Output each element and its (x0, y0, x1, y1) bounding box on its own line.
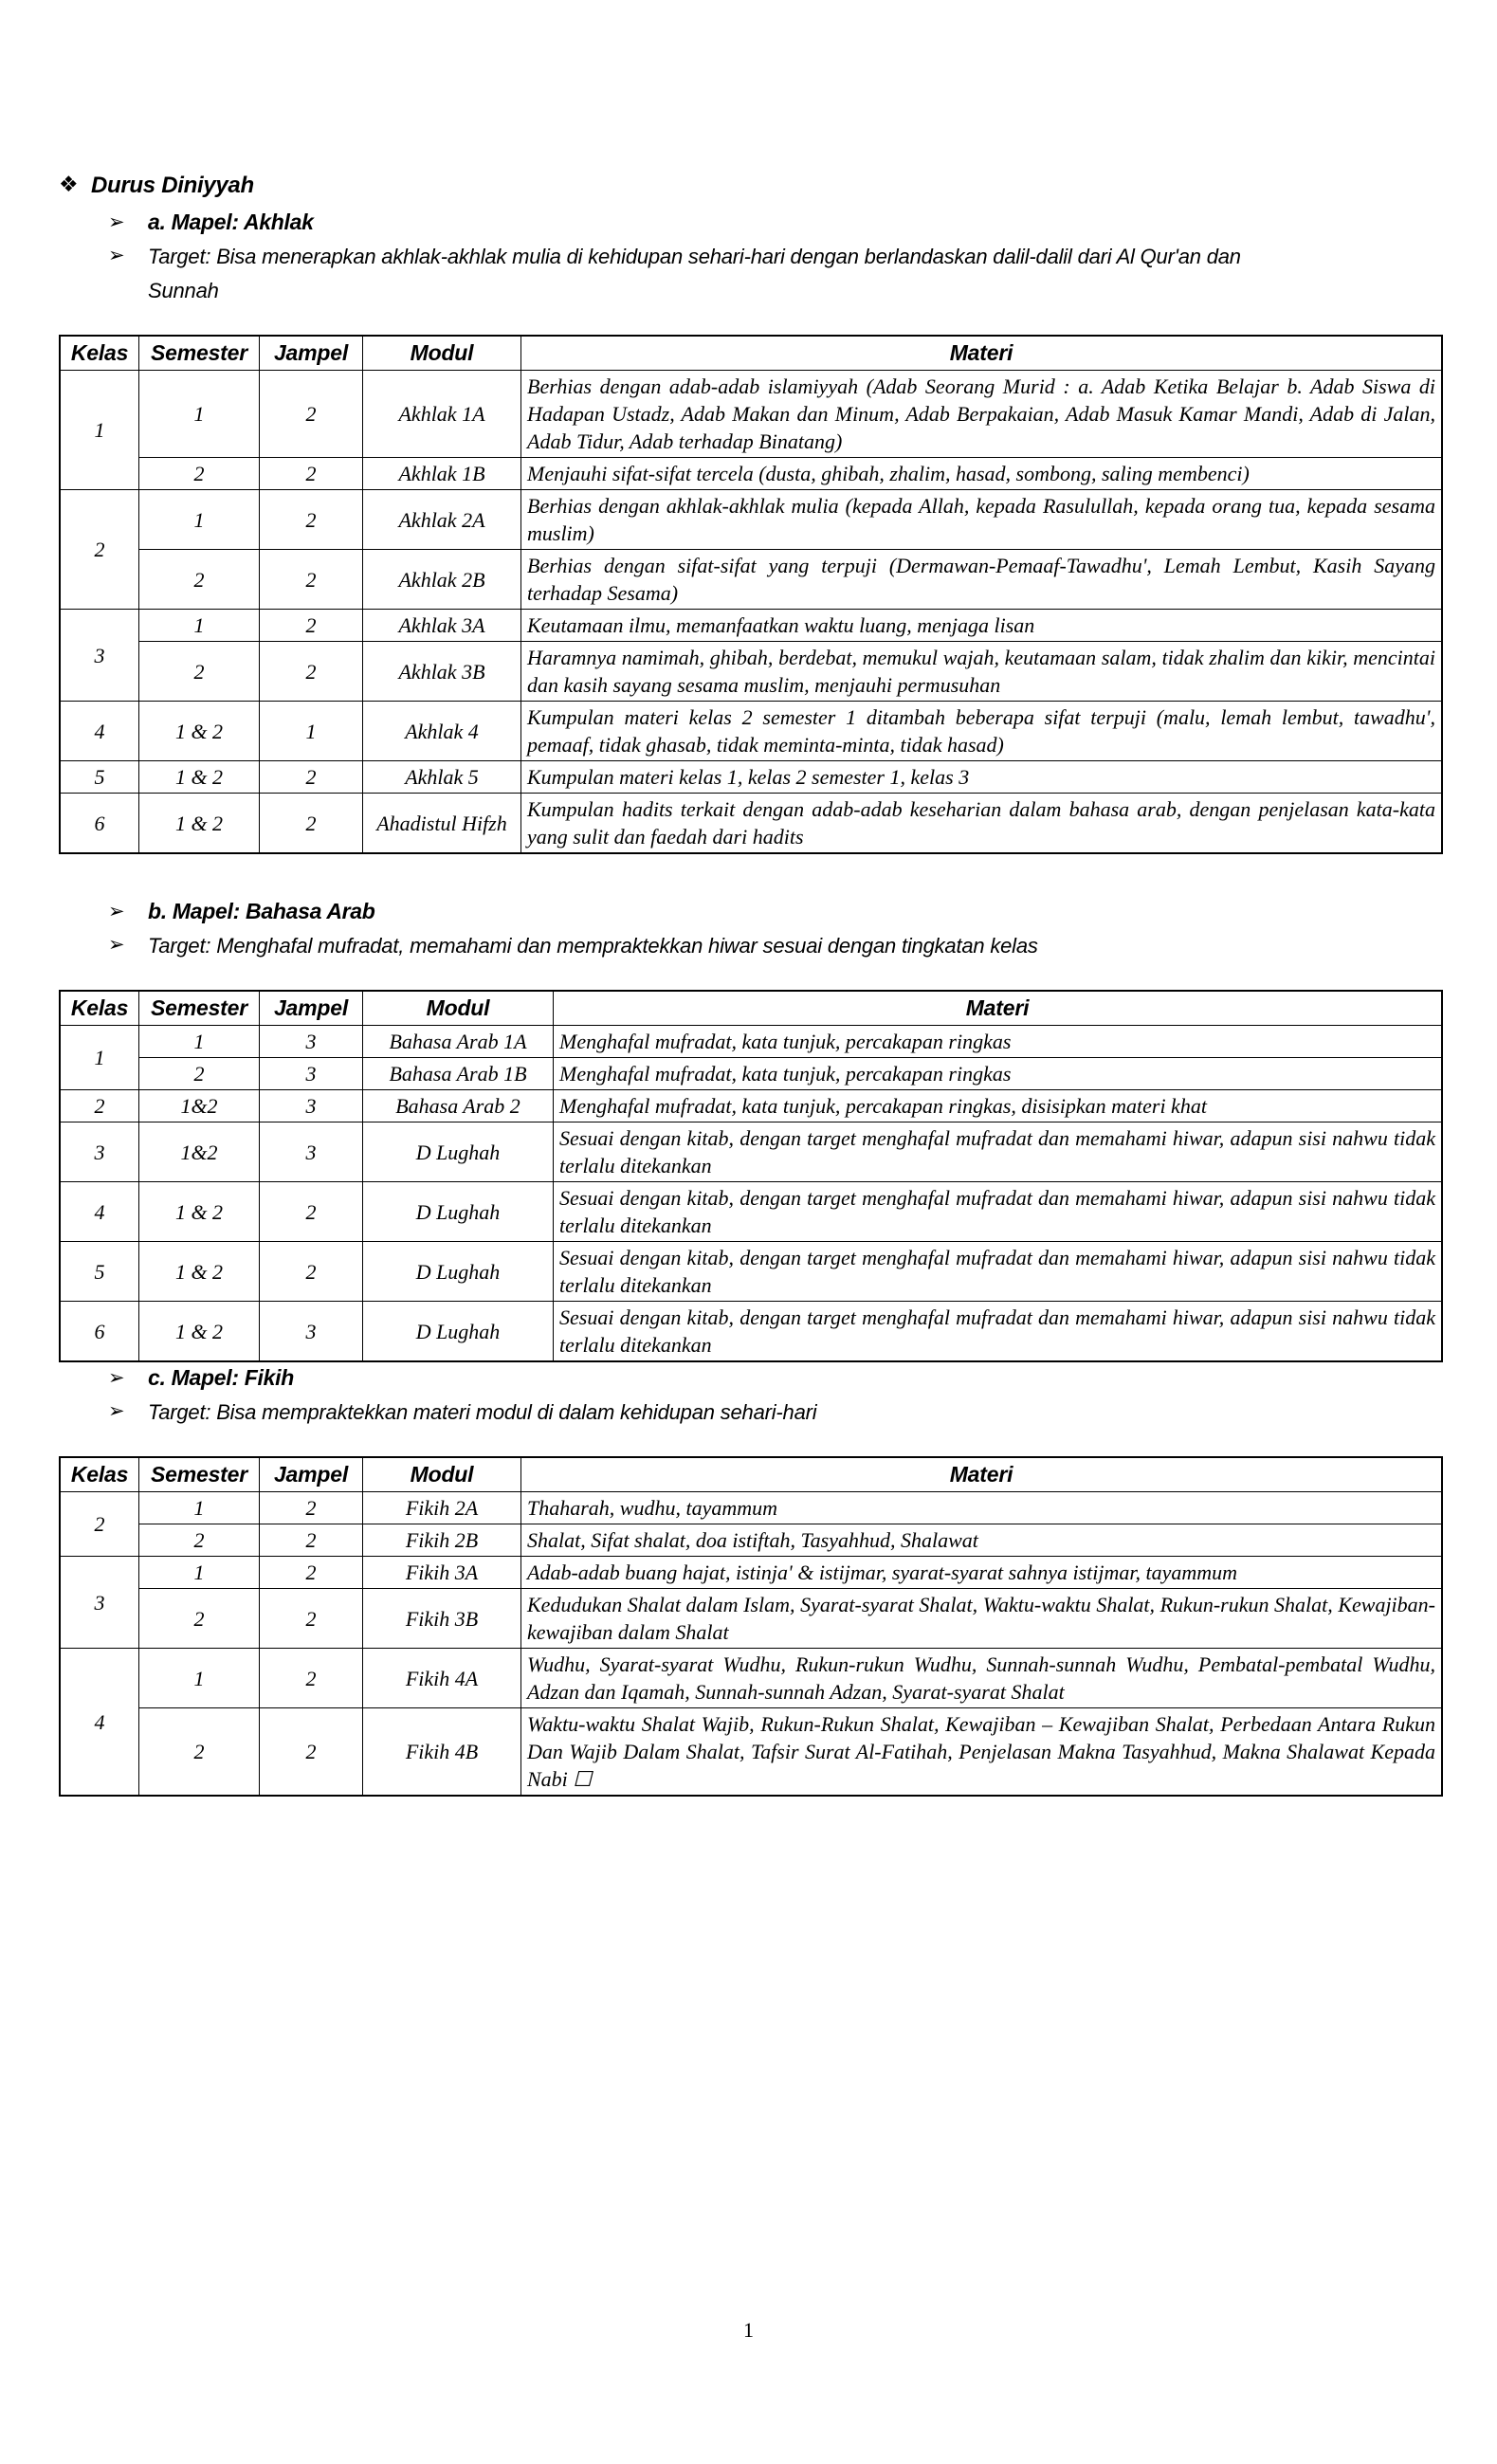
table-row (60, 1557, 1442, 1589)
arrow-bullet-icon: ➢ (108, 933, 125, 956)
cell-kelas: 6 (60, 1302, 139, 1362)
cell-semester: 2 (139, 642, 260, 702)
cell-modul: D Lughah (363, 1122, 554, 1182)
cell-kelas: 1 (60, 1026, 139, 1090)
cell-modul: Ahadistul Hifzh (363, 794, 521, 854)
cell-materi: Thaharah, wudhu, tayammum (521, 1492, 1443, 1524)
cell-semester: 1 (139, 1492, 260, 1524)
cell-kelas: 3 (60, 610, 139, 702)
cell-semester: 2 (139, 1589, 260, 1649)
cell-jampel: 2 (260, 1492, 363, 1524)
page-number: 1 (743, 2318, 754, 2342)
table-row (60, 458, 1442, 490)
column-header-semester: Semester (139, 336, 260, 371)
cell-modul: D Lughah (363, 1302, 554, 1362)
table-row (60, 1122, 1442, 1182)
cell-semester: 2 (139, 1524, 260, 1557)
table-row (60, 1524, 1442, 1557)
cell-kelas: 3 (60, 1557, 139, 1649)
cell-semester: 1&2 (139, 1090, 260, 1122)
curriculum-table-akhlak (59, 335, 1443, 854)
table-row (60, 1492, 1442, 1524)
table-row (60, 702, 1442, 761)
cell-modul: Fikih 3A (363, 1557, 521, 1589)
cell-semester: 2 (139, 550, 260, 610)
cell-jampel: 2 (260, 371, 363, 458)
cell-materi: Menghafal mufradat, kata tunjuk, percakapan ringkas, disisipkan materi khat (554, 1090, 1443, 1122)
subject-target-text: Target: Bisa menerapkan akhlak-akhlak mulia di kehidupan sehari-hari dengan berlandaskan dalil-dalil dari Al Qur'an dan Sunnah (148, 245, 1241, 302)
cell-jampel: 2 (260, 1557, 363, 1589)
cell-jampel: 3 (260, 1302, 363, 1362)
subject-title-bahasa-arab: b. Mapel: Bahasa Arab (148, 899, 375, 923)
cell-modul: Akhlak 4 (363, 702, 521, 761)
table-row (60, 1182, 1442, 1242)
cell-jampel: 3 (260, 1090, 363, 1122)
subject-target-bahasa-arab (59, 929, 1443, 963)
table-row (60, 794, 1442, 854)
cell-materi: Waktu-waktu Shalat Wajib, Rukun-Rukun Shalat, Kewajiban – Kewajiban Shalat, Perbedaan Antara Rukun Dan Wajib Dalam Shalat, Tafsir Surat Al-Fatihah, Penjelasan Makna Tasyahhud, Makna Shalawat Kepada Nabi ☐ (521, 1708, 1443, 1797)
cell-semester: 1 & 2 (139, 1182, 260, 1242)
cell-jampel: 2 (260, 610, 363, 642)
column-header-materi: Materi (521, 1457, 1443, 1492)
subject-target-text: Target: Bisa mempraktekkan materi modul di dalam kehidupan sehari-hari (148, 1400, 817, 1424)
cell-semester: 1 & 2 (139, 794, 260, 854)
spacer (59, 310, 1443, 335)
table-row (60, 1242, 1442, 1302)
cell-semester: 2 (139, 1058, 260, 1090)
cell-jampel: 2 (260, 761, 363, 794)
table-row (60, 371, 1442, 458)
cell-materi: Kumpulan materi kelas 1, kelas 2 semester 1, kelas 3 (521, 761, 1443, 794)
cell-modul: Fikih 3B (363, 1589, 521, 1649)
column-header-materi: Materi (521, 336, 1443, 371)
table-row (60, 642, 1442, 702)
arrow-bullet-icon: ➢ (108, 900, 125, 922)
cell-modul: D Lughah (363, 1182, 554, 1242)
diamond-bullet-icon: ❖ (59, 173, 79, 197)
cell-materi: Haramnya namimah, ghibah, berdebat, memukul wajah, keutamaan salam, tidak zhalim dan kikir, mencintai dan kasih sayang sesama muslim, menjauhi permusuhan (521, 642, 1443, 702)
column-header-kelas: Kelas (60, 336, 139, 371)
subject-target-fikih (59, 1396, 1443, 1430)
curriculum-table-fikih (59, 1456, 1443, 1797)
subject-target-akhlak (59, 240, 1443, 308)
cell-jampel: 3 (260, 1122, 363, 1182)
cell-materi: Menghafal mufradat, kata tunjuk, percakapan ringkas (554, 1058, 1443, 1090)
table-row (60, 550, 1442, 610)
table-header-row (60, 991, 1442, 1026)
cell-semester: 1&2 (139, 1122, 260, 1182)
table-row (60, 1589, 1442, 1649)
cell-jampel: 2 (260, 1182, 363, 1242)
table-header-row (60, 336, 1442, 371)
cell-jampel: 1 (260, 702, 363, 761)
cell-kelas: 4 (60, 1182, 139, 1242)
column-header-kelas: Kelas (60, 1457, 139, 1492)
cell-kelas: 4 (60, 702, 139, 761)
cell-semester: 1 & 2 (139, 761, 260, 794)
cell-modul: Akhlak 3A (363, 610, 521, 642)
cell-jampel: 3 (260, 1058, 363, 1090)
column-header-semester: Semester (139, 1457, 260, 1492)
cell-modul: Bahasa Arab 2 (363, 1090, 554, 1122)
cell-materi: Wudhu, Syarat-syarat Wudhu, Rukun-rukun Wudhu, Sunnah-sunnah Wudhu, Pembatal-pembatal Wudhu, Adzan dan Iqamah, Sunnah-sunnah Adzan, Syarat-syarat Shalat (521, 1649, 1443, 1708)
cell-modul: Bahasa Arab 1A (363, 1026, 554, 1058)
cell-kelas: 4 (60, 1649, 139, 1797)
curriculum-table-bahasa-arab (59, 990, 1443, 1362)
cell-materi: Sesuai dengan kitab, dengan target menghafal mufradat dan memahami hiwar, adapun sisi nahwu tidak terlalu ditekankan (554, 1302, 1443, 1362)
column-header-modul: Modul (363, 336, 521, 371)
subject-target-text: Target: Menghafal mufradat, memahami dan mempraktekkan hiwar sesuai dengan tingkatan kelas (148, 934, 1038, 958)
cell-modul: Akhlak 5 (363, 761, 521, 794)
cell-modul: Fikih 2A (363, 1492, 521, 1524)
cell-kelas: 1 (60, 371, 139, 490)
cell-modul: Akhlak 1B (363, 458, 521, 490)
cell-kelas: 2 (60, 1090, 139, 1122)
cell-semester: 1 (139, 1557, 260, 1589)
cell-semester: 1 (139, 490, 260, 550)
cell-modul: Fikih 4B (363, 1708, 521, 1797)
cell-kelas: 5 (60, 1242, 139, 1302)
cell-modul: Fikih 4A (363, 1649, 521, 1708)
cell-jampel: 2 (260, 550, 363, 610)
table-row (60, 1090, 1442, 1122)
section-root-heading (59, 171, 1443, 201)
table-header-row (60, 1457, 1442, 1492)
section-root-title: Durus Diniyyah (91, 173, 254, 198)
cell-semester: 2 (139, 458, 260, 490)
cell-jampel: 2 (260, 1649, 363, 1708)
cell-semester: 1 (139, 371, 260, 458)
column-header-materi: Materi (554, 991, 1443, 1026)
cell-semester: 1 (139, 1649, 260, 1708)
cell-jampel: 2 (260, 458, 363, 490)
cell-modul: Akhlak 2B (363, 550, 521, 610)
cell-kelas: 5 (60, 761, 139, 794)
cell-kelas: 6 (60, 794, 139, 854)
cell-kelas: 2 (60, 490, 139, 610)
cell-materi: Sesuai dengan kitab, dengan target menghafal mufradat dan memahami hiwar, adapun sisi nahwu tidak terlalu ditekankan (554, 1182, 1443, 1242)
cell-jampel: 2 (260, 490, 363, 550)
cell-kelas: 2 (60, 1492, 139, 1557)
cell-semester: 1 & 2 (139, 1302, 260, 1362)
subject-title-fikih: c. Mapel: Fikih (148, 1365, 294, 1390)
column-header-semester: Semester (139, 991, 260, 1026)
column-header-jampel: Jampel (260, 1457, 363, 1492)
cell-materi: Berhias dengan akhlak-akhlak mulia (kepada Allah, kepada Rasulullah, kepada orang tua, kepada sesama muslim) (521, 490, 1443, 550)
cell-modul: Akhlak 3B (363, 642, 521, 702)
cell-modul: Fikih 2B (363, 1524, 521, 1557)
cell-materi: Sesuai dengan kitab, dengan target menghafal mufradat dan memahami hiwar, adapun sisi nahwu tidak terlalu ditekankan (554, 1242, 1443, 1302)
cell-materi: Adab-adab buang hajat, istinja' & istijmar, syarat-syarat sahnya istijmar, tayammum (521, 1557, 1443, 1589)
cell-materi: Menghafal mufradat, kata tunjuk, percakapan ringkas (554, 1026, 1443, 1058)
cell-jampel: 2 (260, 1589, 363, 1649)
cell-modul: Bahasa Arab 1B (363, 1058, 554, 1090)
cell-materi: Berhias dengan adab-adab islamiyyah (Adab Seorang Murid : a. Adab Ketika Belajar b. Adab Siswa di Hadapan Ustadz, Adab Makan dan Minum, Adab Berpakaian, Adab Masuk Kamar Mandi, Adab di Jalan, Adab Tidur, Adab terhadap Binatang) (521, 371, 1443, 458)
column-header-modul: Modul (363, 1457, 521, 1492)
table-row (60, 1302, 1442, 1362)
column-header-kelas: Kelas (60, 991, 139, 1026)
cell-jampel: 2 (260, 1242, 363, 1302)
spacer (59, 965, 1443, 990)
cell-jampel: 2 (260, 794, 363, 854)
table-row (60, 1708, 1442, 1797)
cell-materi: Sesuai dengan kitab, dengan target menghafal mufradat dan memahami hiwar, adapun sisi nahwu tidak terlalu ditekankan (554, 1122, 1443, 1182)
cell-modul: Akhlak 2A (363, 490, 521, 550)
cell-materi: Keutamaan ilmu, memanfaatkan waktu luang, menjaga lisan (521, 610, 1443, 642)
subject-heading-fikih (59, 1362, 1443, 1394)
cell-kelas: 3 (60, 1122, 139, 1182)
cell-materi: Menjauhi sifat-sifat tercela (dusta, ghibah, zhalim, hasad, sombong, saling membenci) (521, 458, 1443, 490)
table-row (60, 761, 1442, 794)
subject-heading-akhlak (59, 207, 1443, 238)
cell-semester: 1 (139, 1026, 260, 1058)
cell-materi: Kumpulan materi kelas 2 semester 1 ditambah beberapa sifat terpuji (malu, lemah lembut, tawadhu', pemaaf, tidak ghasab, tidak meminta-minta, tidak hasad) (521, 702, 1443, 761)
column-header-jampel: Jampel (260, 991, 363, 1026)
cell-modul: D Lughah (363, 1242, 554, 1302)
document-content (59, 171, 1443, 1797)
arrow-bullet-icon: ➢ (108, 1399, 125, 1422)
spacer (59, 1432, 1443, 1456)
cell-modul: Akhlak 1A (363, 371, 521, 458)
table-row (60, 1026, 1442, 1058)
cell-semester: 1 & 2 (139, 702, 260, 761)
cell-materi: Shalat, Sifat shalat, doa istiftah, Tasyahhud, Shalawat (521, 1524, 1443, 1557)
cell-materi: Berhias dengan sifat-sifat yang terpuji (Dermawan-Pemaaf-Tawadhu', Lemah Lembut, Kasih Sayang terhadap Sesama) (521, 550, 1443, 610)
column-header-jampel: Jampel (260, 336, 363, 371)
table-row (60, 1649, 1442, 1708)
table-row (60, 490, 1442, 550)
cell-semester: 2 (139, 1708, 260, 1797)
cell-semester: 1 (139, 610, 260, 642)
cell-jampel: 2 (260, 642, 363, 702)
cell-materi: Kumpulan hadits terkait dengan adab-adab keseharian dalam bahasa arab, dengan penjelasan kata-kata yang sulit dan faedah dari hadits (521, 794, 1443, 854)
arrow-bullet-icon: ➢ (108, 210, 125, 233)
table-row (60, 1058, 1442, 1090)
cell-materi: Kedudukan Shalat dalam Islam, Syarat-syarat Shalat, Waktu-waktu Shalat, Rukun-rukun Shalat, Kewajiban-kewajiban dalam Shalat (521, 1589, 1443, 1649)
arrow-bullet-icon: ➢ (108, 244, 125, 266)
cell-jampel: 2 (260, 1708, 363, 1797)
column-header-modul: Modul (363, 991, 554, 1026)
spacer (59, 854, 1443, 896)
table-row (60, 610, 1442, 642)
subject-title-akhlak: a. Mapel: Akhlak (148, 210, 314, 234)
cell-jampel: 2 (260, 1524, 363, 1557)
cell-semester: 1 & 2 (139, 1242, 260, 1302)
cell-jampel: 3 (260, 1026, 363, 1058)
subject-heading-bahasa-arab (59, 896, 1443, 927)
arrow-bullet-icon: ➢ (108, 1366, 125, 1389)
